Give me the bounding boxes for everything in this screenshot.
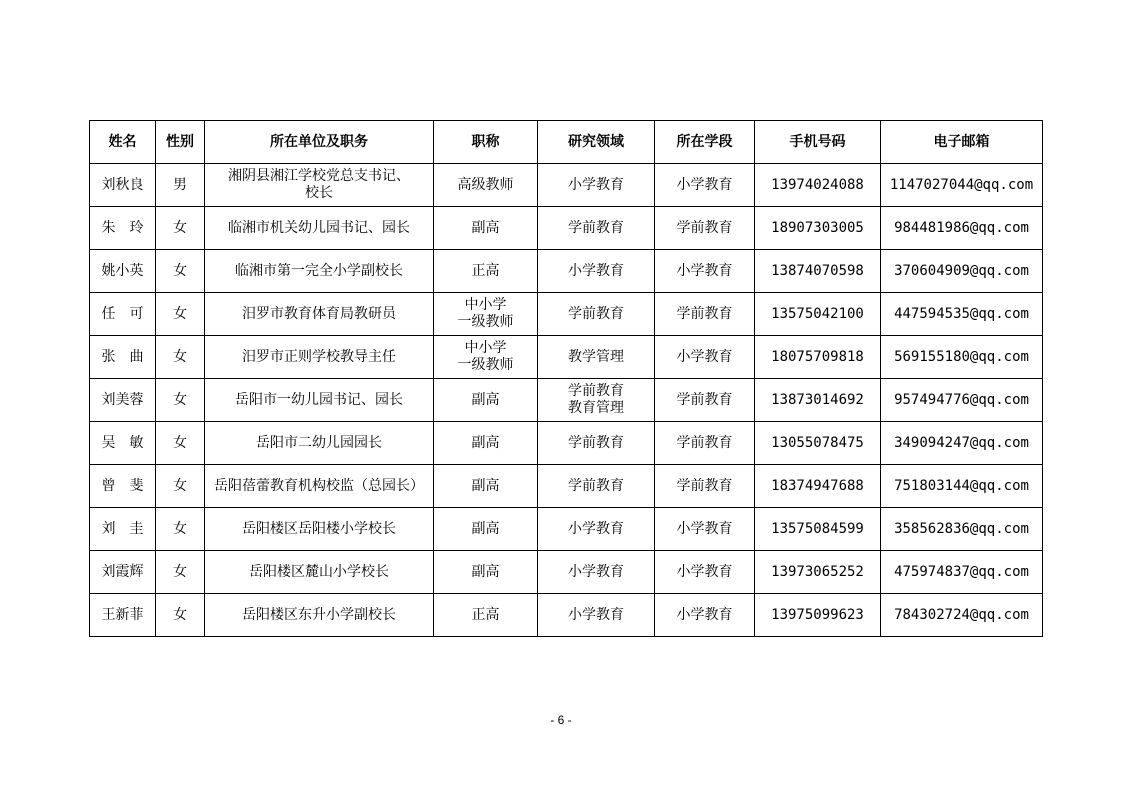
cell-research-field: 小学教育 <box>538 250 655 293</box>
cell-research-field: 学前教育 <box>538 465 655 508</box>
cell-email: 984481986@qq.com <box>881 207 1043 250</box>
cell-email: 349094247@qq.com <box>881 422 1043 465</box>
table-row <box>90 551 1043 594</box>
cell-research-field: 小学教育 <box>538 551 655 594</box>
header-title: 职称 <box>434 121 538 164</box>
cell-phone: 13975099623 <box>755 594 881 637</box>
cell-research-field: 学前教育 <box>538 207 655 250</box>
cell-email: 475974837@qq.com <box>881 551 1043 594</box>
cell-phone: 13575042100 <box>755 293 881 336</box>
cell-name: 吴 敏 <box>90 422 156 465</box>
cell-gender: 女 <box>156 250 205 293</box>
cell-gender: 女 <box>156 336 205 379</box>
header-unit-position: 所在单位及职务 <box>205 121 434 164</box>
cell-school-level: 学前教育 <box>655 422 755 465</box>
cell-gender: 女 <box>156 508 205 551</box>
cell-name: 张 曲 <box>90 336 156 379</box>
cell-title: 副高 <box>434 551 538 594</box>
cell-gender: 女 <box>156 207 205 250</box>
table-row <box>90 336 1043 379</box>
cell-school-level: 学前教育 <box>655 207 755 250</box>
cell-school-level: 学前教育 <box>655 293 755 336</box>
page-number: - 6 - <box>550 713 572 727</box>
table-row <box>90 379 1043 422</box>
cell-gender: 女 <box>156 422 205 465</box>
table-row <box>90 164 1043 207</box>
cell-school-level: 小学教育 <box>655 508 755 551</box>
cell-title: 副高 <box>434 465 538 508</box>
cell-email: 751803144@qq.com <box>881 465 1043 508</box>
table-row <box>90 422 1043 465</box>
cell-unit-position: 岳阳楼区麓山小学校长 <box>205 551 434 594</box>
cell-research-field: 小学教育 <box>538 164 655 207</box>
cell-name: 刘霞辉 <box>90 551 156 594</box>
cell-unit-position: 汨罗市正则学校教导主任 <box>205 336 434 379</box>
cell-phone: 18374947688 <box>755 465 881 508</box>
cell-title: 副高 <box>434 508 538 551</box>
cell-school-level: 小学教育 <box>655 336 755 379</box>
cell-phone: 13055078475 <box>755 422 881 465</box>
cell-phone: 18075709818 <box>755 336 881 379</box>
cell-gender: 女 <box>156 379 205 422</box>
cell-gender: 男 <box>156 164 205 207</box>
cell-unit-position: 临湘市机关幼儿园书记、园长 <box>205 207 434 250</box>
cell-school-level: 小学教育 <box>655 551 755 594</box>
cell-name: 朱 玲 <box>90 207 156 250</box>
cell-research-field: 小学教育 <box>538 594 655 637</box>
header-gender: 性别 <box>156 121 205 164</box>
cell-name: 姚小英 <box>90 250 156 293</box>
header-email: 电子邮箱 <box>881 121 1043 164</box>
cell-unit-position: 临湘市第一完全小学副校长 <box>205 250 434 293</box>
cell-school-level: 小学教育 <box>655 164 755 207</box>
cell-name: 刘美蓉 <box>90 379 156 422</box>
cell-name: 刘秋良 <box>90 164 156 207</box>
cell-research-field: 学前教育 <box>538 422 655 465</box>
cell-title: 高级教师 <box>434 164 538 207</box>
cell-unit-position: 汨罗市教育体育局教研员 <box>205 293 434 336</box>
table-body <box>90 164 1043 637</box>
cell-title: 副高 <box>434 207 538 250</box>
table-row <box>90 594 1043 637</box>
cell-phone: 18907303005 <box>755 207 881 250</box>
cell-phone: 13874070598 <box>755 250 881 293</box>
cell-title: 副高 <box>434 422 538 465</box>
cell-title: 正高 <box>434 594 538 637</box>
cell-research-field: 小学教育 <box>538 508 655 551</box>
cell-unit-position: 岳阳市一幼儿园书记、园长 <box>205 379 434 422</box>
cell-school-level: 小学教育 <box>655 594 755 637</box>
cell-unit-position: 岳阳蓓蕾教育机构校监（总园长） <box>205 465 434 508</box>
cell-phone: 13873014692 <box>755 379 881 422</box>
cell-gender: 女 <box>156 594 205 637</box>
cell-email: 1147027044@qq.com <box>881 164 1043 207</box>
cell-title: 中小学 一级教师 <box>434 293 538 336</box>
cell-title: 正高 <box>434 250 538 293</box>
cell-unit-position: 岳阳楼区东升小学副校长 <box>205 594 434 637</box>
table-row <box>90 250 1043 293</box>
table-row <box>90 293 1043 336</box>
cell-name: 刘 圭 <box>90 508 156 551</box>
cell-email: 370604909@qq.com <box>881 250 1043 293</box>
cell-research-field: 学前教育 教育管理 <box>538 379 655 422</box>
cell-title: 中小学 一级教师 <box>434 336 538 379</box>
cell-unit-position: 岳阳楼区岳阳楼小学校长 <box>205 508 434 551</box>
cell-title: 副高 <box>434 379 538 422</box>
cell-email: 358562836@qq.com <box>881 508 1043 551</box>
cell-name: 任 可 <box>90 293 156 336</box>
cell-unit-position: 湘阴县湘江学校党总支书记、 校长 <box>205 164 434 207</box>
cell-email: 957494776@qq.com <box>881 379 1043 422</box>
header-phone: 手机号码 <box>755 121 881 164</box>
cell-email: 784302724@qq.com <box>881 594 1043 637</box>
table-row <box>90 508 1043 551</box>
cell-gender: 女 <box>156 293 205 336</box>
cell-research-field: 学前教育 <box>538 293 655 336</box>
cell-school-level: 小学教育 <box>655 250 755 293</box>
cell-school-level: 学前教育 <box>655 379 755 422</box>
cell-school-level: 学前教育 <box>655 465 755 508</box>
cell-phone: 13974024088 <box>755 164 881 207</box>
cell-gender: 女 <box>156 551 205 594</box>
cell-phone: 13575084599 <box>755 508 881 551</box>
cell-research-field: 教学管理 <box>538 336 655 379</box>
table-row <box>90 207 1043 250</box>
cell-unit-position: 岳阳市二幼儿园园长 <box>205 422 434 465</box>
header-school-level: 所在学段 <box>655 121 755 164</box>
staff-table <box>89 120 1043 637</box>
header-row <box>90 121 1043 164</box>
cell-gender: 女 <box>156 465 205 508</box>
cell-name: 曾 斐 <box>90 465 156 508</box>
table-row <box>90 465 1043 508</box>
cell-name: 王新菲 <box>90 594 156 637</box>
header-research-field: 研究领域 <box>538 121 655 164</box>
cell-email: 447594535@qq.com <box>881 293 1043 336</box>
cell-email: 569155180@qq.com <box>881 336 1043 379</box>
cell-phone: 13973065252 <box>755 551 881 594</box>
header-name: 姓名 <box>90 121 156 164</box>
